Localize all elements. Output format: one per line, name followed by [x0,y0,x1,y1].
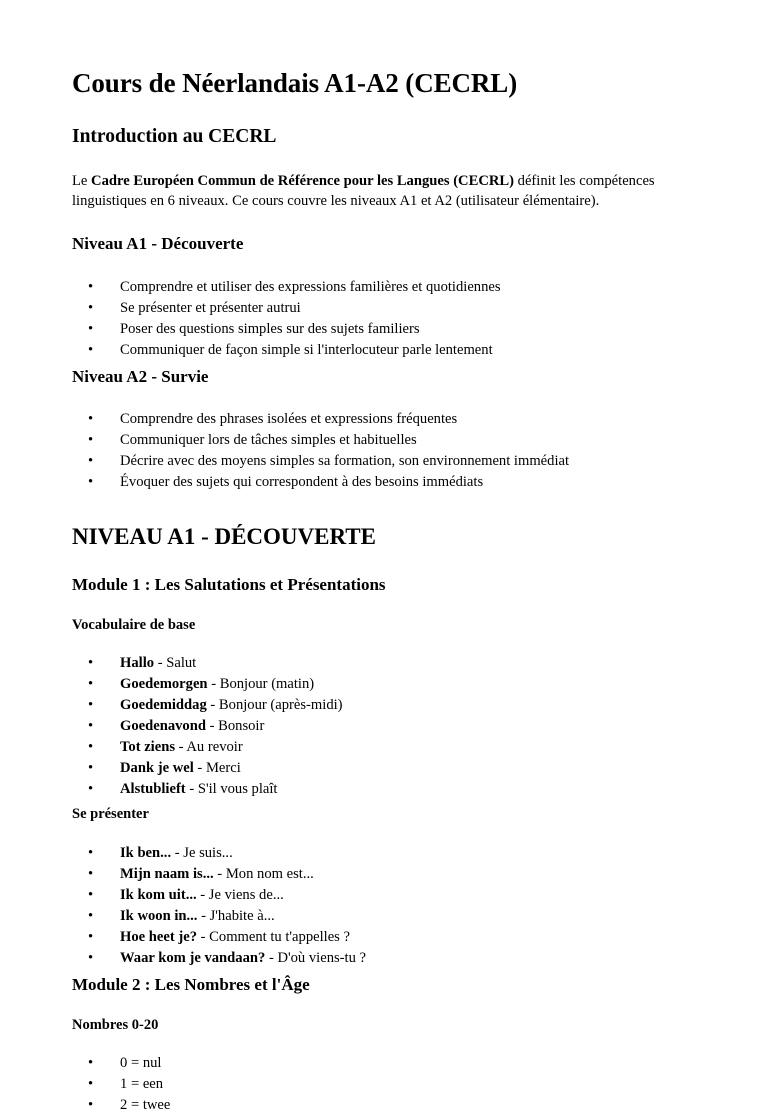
subheading-niveau-a1: Niveau A1 - Découverte [72,234,244,254]
list-item [72,716,691,737]
bullet-icon: • [88,949,94,966]
page-title: Cours de Néerlandais A1-A2 (CECRL) [72,68,518,98]
vocab-term: Hallo [120,655,155,672]
list-item [72,451,691,472]
vocab-term: Mijn naam is... [120,865,214,882]
list-item [72,472,691,493]
list-item-label: Comprendre des phrases isolées et expressions fréquentes [120,410,458,427]
vocab-term: Goedemiddag [120,697,207,714]
bullet-icon: • [88,655,94,672]
vocab-term: Ik kom uit... [120,886,197,903]
bullet-icon: • [88,760,94,777]
bullet-icon: • [88,1055,94,1072]
list-item [72,1095,691,1116]
list-item [72,843,691,864]
bullet-icon: • [88,886,94,903]
vocab-term: Waar kom je vandaan? [120,949,266,966]
intro-paragraph-bold: Cadre Européen Commun de Référence pour les Langues (CECRL) [91,172,514,189]
list-item-label: Communiquer de façon simple si l'interlocuteur parle lentement [120,341,493,358]
bullet-icon: • [88,928,94,945]
bullet-icon: • [88,697,94,714]
list-item-label: 0 = nul [120,1055,162,1072]
bullet-icon: • [88,781,94,798]
list-item [72,298,691,319]
vocab-term: Tot ziens [120,739,176,756]
section-heading-introduction: Introduction au CECRL [72,126,277,148]
list-item [72,1053,691,1074]
vocab-translation: - D'où viens-tu ? [265,949,367,966]
subheading-niveau-a2: Niveau A2 - Survie [72,366,209,386]
vocab-translation: - Au revoir [175,739,243,756]
vocab-translation: - Bonjour (après-midi) [206,697,343,714]
list-item-label: 1 = een [120,1076,164,1093]
list-item-label: Évoquer des sujets qui correspondent à des besoins immédiats [120,473,484,490]
list-item [72,948,691,969]
subheading-nombres: Nombres 0-20 [72,1017,159,1034]
list-item [72,674,691,695]
bullet-icon: • [88,718,94,735]
list-item-label: 2 = twee [120,1097,171,1114]
vocab-translation: - Bonjour (matin) [207,676,315,693]
list-item [72,319,691,340]
vocab-translation: - Merci [193,760,241,777]
list-item-label: Comprendre et utiliser des expressions familières et quotidiennes [120,278,501,295]
list-niveau-a1-objectives [72,277,691,361]
bullet-icon: • [88,278,94,295]
vocab-term: Ik woon in... [120,907,198,924]
list-item [72,779,691,800]
list-item [72,864,691,885]
bullet-icon: • [88,1097,94,1114]
bullet-icon: • [88,410,94,427]
vocab-translation: - S'il vous plaît [185,781,278,798]
module-heading-1: Module 1 : Les Salutations et Présentations [72,574,386,594]
vocab-translation: - Je suis... [171,844,233,861]
bullet-icon: • [88,844,94,861]
bullet-icon: • [88,473,94,490]
vocab-translation: - Mon nom est... [213,865,314,882]
vocab-term: Alstublieft [120,781,186,798]
list-item [72,430,691,451]
bullet-icon: • [88,341,94,358]
list-item [72,885,691,906]
list-item [72,758,691,779]
bullet-icon: • [88,1076,94,1093]
vocab-translation: - Comment tu t'appelles ? [197,928,350,945]
bullet-icon: • [88,431,94,448]
vocab-translation: - J'habite à... [197,907,275,924]
bullet-icon: • [88,907,94,924]
list-item [72,409,691,430]
list-item [72,1074,691,1095]
subheading-vocabulaire-de-base: Vocabulaire de base [72,616,196,633]
vocab-term: Hoe heet je? [120,928,197,945]
list-item [72,906,691,927]
vocab-term: Dank je wel [120,760,194,777]
intro-paragraph [72,171,691,212]
list-nombres [72,1053,691,1116]
vocab-term: Goedenavond [120,718,206,735]
list-item [72,277,691,298]
list-item-label: Communiquer lors de tâches simples et habituelles [120,431,417,448]
intro-paragraph-lead: Le [72,172,92,189]
module-heading-2: Module 2 : Les Nombres et l'Âge [72,974,310,994]
bullet-icon: • [88,865,94,882]
vocab-term: Goedemorgen [120,676,208,693]
list-item [72,927,691,948]
subheading-se-presenter: Se présenter [72,806,149,823]
bullet-icon: • [88,739,94,756]
bullet-icon: • [88,320,94,337]
bullet-icon: • [88,299,94,316]
list-item-label: Se présenter et présenter autrui [120,299,301,316]
bullet-icon: • [88,452,94,469]
list-item [72,695,691,716]
vocab-term: Ik ben... [120,844,172,861]
vocab-translation: - Salut [154,655,197,672]
list-item [72,340,691,361]
vocab-translation: - Je viens de... [196,886,284,903]
section-heading-niveau-a1: NIVEAU A1 - DÉCOUVERTE [72,523,376,549]
list-item [72,653,691,674]
list-vocabulaire-de-base [72,653,691,800]
list-niveau-a2-objectives [72,409,691,493]
list-item-label: Décrire avec des moyens simples sa formation, son environnement immédiat [120,452,570,469]
list-se-presenter [72,843,691,969]
bullet-icon: • [88,676,94,693]
list-item-label: Poser des questions simples sur des sujets familiers [120,320,420,337]
list-item [72,737,691,758]
intro-paragraph-rest: définit les compétences linguistiques en 6 niveaux. Ce cours couvre les niveaux A1 et A2 (utilisateur élémentaire). [72,172,655,210]
vocab-translation: - Bonsoir [205,718,265,735]
